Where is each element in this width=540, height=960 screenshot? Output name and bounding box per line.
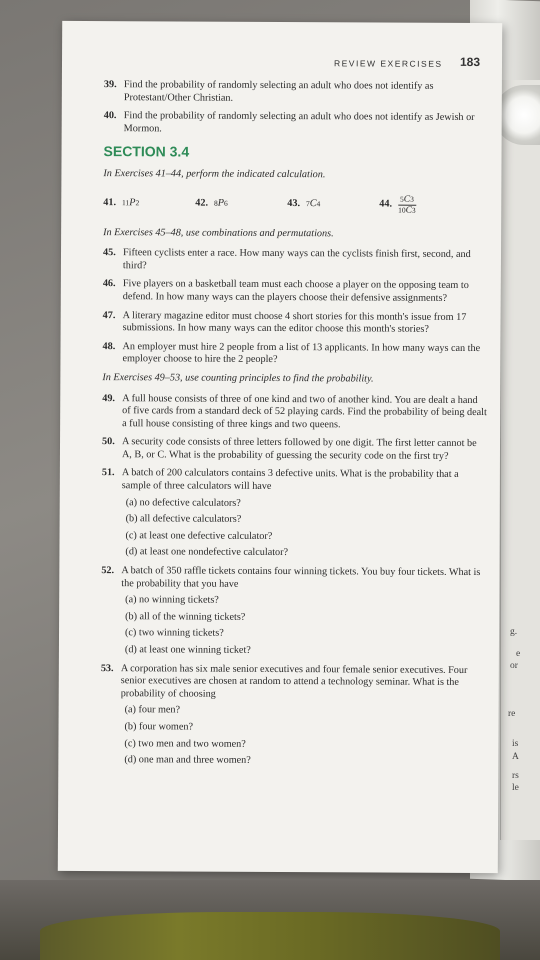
exercise-text: A full house consists of three of one kind and two of another kind. You are dealt a hand of five cards from a standard deck of 52 playing cards. Find the probability of being dealt a full house consisting of three kings and two queens.: [122, 392, 487, 431]
exercise-44: [379, 195, 416, 216]
side-fragment: A: [512, 752, 519, 762]
exercise-43: [287, 198, 379, 211]
exercise-53: [100, 663, 486, 769]
exercise-text: An employer must hire 2 people from a list of 13 applicants. In how many ways can the employer choose to hire the 2 people?: [122, 340, 481, 366]
exercise-part: (d) at least one winning ticket?: [124, 644, 251, 656]
exercise-46: [103, 278, 488, 305]
exercise-41: [103, 197, 195, 210]
exercise-number: 49.: [102, 392, 116, 404]
fabric-edge: [40, 912, 500, 960]
page-content: [100, 79, 489, 775]
combination-expr: 7C4: [305, 198, 321, 210]
exercise-text: A security code consists of three letters followed by one digit. The first letter cannot be A, B, or C. What is the probability of guessing the security code on the first try?: [121, 436, 477, 462]
permutation-expr: 11P2: [121, 197, 140, 209]
running-header: REVIEW EXERCISES: [333, 58, 443, 69]
exercise-50: [102, 436, 487, 463]
exercise-text: A literary magazine editor must choose 4 short stories for this month's issue from 17 submissions. In how many ways can the editor choose this month's stories?: [122, 309, 467, 335]
exercise-text: A batch of 350 raffle tickets contains four winning tickets. You buy four tickets. What is the probability that you have: [121, 565, 481, 590]
textbook-page: [58, 21, 502, 873]
exercise-part: (a) no winning tickets?: [125, 594, 219, 606]
combination-fraction: $\frac{5C3}{10C3}$: [398, 194, 416, 216]
exercise-number: 53.: [100, 662, 114, 674]
exercise-text: Five players on a basketball team must each choose a player on the opposing team to defend. In how many ways can the players choose their defensive assignments?: [122, 278, 469, 304]
exercise-parts: [121, 594, 486, 658]
exercise-48: [102, 341, 487, 368]
exercise-part: (a) four men?: [124, 704, 181, 716]
exercise-parts: [120, 705, 485, 769]
exercise-number: 42.: [195, 197, 209, 209]
side-fragment: re: [508, 709, 516, 719]
section-title: SECTION 3.4: [103, 143, 190, 160]
exercise-52: [101, 565, 486, 659]
exercise-number: 46.: [102, 278, 116, 290]
calculation-row: [103, 191, 488, 219]
exercise-text: A corporation has six male senior executives and four female senior executives. Four senior executives are chosen at random to attend a technology seminar. What is the probability of choosing: [120, 662, 468, 700]
exercise-40: [104, 110, 489, 137]
exercise-part: (b) all defective calculators?: [125, 513, 242, 526]
exercise-number: 52.: [101, 565, 115, 577]
side-fragment: le: [512, 783, 519, 793]
exercise-number: 39.: [103, 79, 117, 91]
instructions-45-48: In Exercises 45–48, use combinations and permutations.: [103, 226, 334, 239]
exercise-number: 47.: [102, 309, 116, 321]
instructions-49-53: In Exercises 49–53, use counting principles to find the probability.: [102, 371, 374, 385]
exercise-part: (d) at least one nondefective calculator?: [125, 546, 289, 559]
exercise-number: 44.: [379, 198, 393, 210]
exercise-number: 50.: [101, 436, 115, 448]
exercise-part: (c) two men and two women?: [124, 737, 246, 750]
exercise-part: (b) four women?: [124, 721, 194, 733]
exercise-number: 41.: [103, 197, 117, 209]
exercise-part: (c) at least one defective calculator?: [125, 530, 273, 542]
exercise-42: [195, 198, 287, 211]
exercise-39: [104, 79, 489, 106]
side-fragment: e: [516, 649, 521, 659]
exercise-part: (a) no defective calculators?: [125, 496, 241, 509]
side-fragment: rs: [512, 771, 519, 781]
exercise-text: A batch of 200 calculators contains 3 defective units. What is the probability that a sample of three calculators will have: [121, 467, 459, 493]
exercise-number: 43.: [287, 198, 301, 210]
exercise-47: [103, 310, 488, 337]
exercise-text: Fifteen cyclists enter a race. How many ways can the cyclists finish first, second, and third?: [122, 247, 471, 272]
background-page-edge: [500, 80, 540, 840]
side-fragment: is: [512, 739, 519, 749]
exercise-51: [101, 468, 486, 562]
exercise-part: (b) all of the winning tickets?: [125, 611, 246, 623]
exercise-number: 51.: [101, 467, 115, 479]
exercise-number: 40.: [103, 110, 117, 122]
side-fragment: or: [510, 661, 518, 671]
exercise-part: (c) two winning tickets?: [124, 627, 224, 640]
exercise-text: Find the probability of randomly selecting an adult who does not identify as Jewish or Mormon.: [123, 110, 475, 135]
exercise-45: [103, 247, 488, 274]
exercise-part: (d) one man and three women?: [124, 754, 251, 767]
side-fragment: g.: [510, 627, 518, 637]
instructions-41-44: In Exercises 41–44, perform the indicated calculation.: [103, 168, 326, 181]
exercise-text: Find the probability of randomly selecting an adult who does not identify as Protestant/Other Christian.: [123, 79, 434, 104]
permutation-expr: 8P6: [213, 197, 228, 209]
page-number: 183: [459, 54, 481, 70]
exercise-parts: [121, 497, 486, 561]
exercise-number: 48.: [102, 340, 116, 352]
exercise-49: [102, 393, 487, 433]
exercise-number: 45.: [102, 247, 116, 259]
